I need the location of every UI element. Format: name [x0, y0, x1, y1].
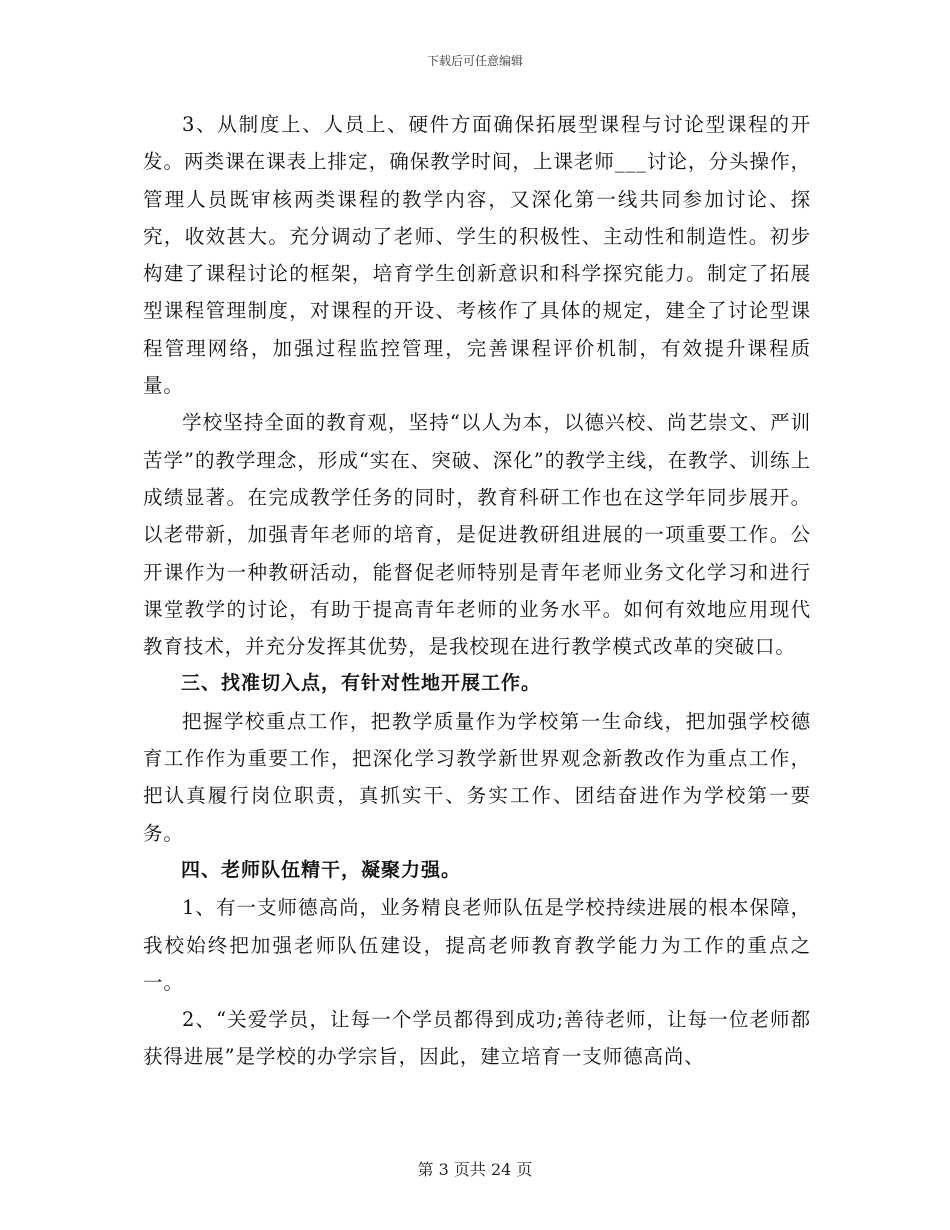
page-header: 下载后可任意编辑: [426, 54, 523, 68]
paragraph-education-view: 学校坚持全面的教育观，坚持“以人为本，以德兴校、尚艺崇文、严训苦学”的教学理念，形成“实在、突破、深化”的教学主线，在教学、训练上成绩显著。在完成教学任务的同时，教育科研工作也在这学年同步展开。以老带新，加强青年老师的培育，是促进教研组进展的一项重要工作。公开课作为一种教研活动，能督促老师特别是青年老师业务文化学习和进行课堂教学的讨论，有助于提高青年老师的业务水平。如何有效地应用现代教育技术，并充分发挥其优势，是我校现在进行教学模式改革的突破口。: [143, 411, 811, 659]
paragraph-key-work: 把握学校重点工作，把教学质量作为学校第一生命线，把加强学校德育工作作为重要工作，把深化学习教学新世界观念新教改作为重点工作，把认真履行岗位职责，真抓实干、务实工作、团结奋进作为学校第一要务。: [143, 709, 811, 845]
page-number: 第 3 页共 24 页: [417, 1160, 533, 1179]
paragraph-teacher-team: 1、有一支师德高尚，业务精良老师队伍是学校持续进展的根本保障，我校始终把加强老师队伍建设，提高老师教育教学能力为工作的重点之一。: [143, 896, 811, 994]
paragraph-school-motto: 2、“关爱学员，让每一个学员都得到成功;善待老师，让每一位老师都获得进展”是学校的办学宗旨，因此，建立培育一支师德高尚、: [143, 1008, 811, 1069]
section-heading-3: 三、找准切入点，有针对性地开展工作。: [181, 672, 542, 695]
document-body: [143, 106, 811, 1076]
section-heading-4: 四、老师队伍精干，凝聚力强。: [181, 858, 462, 881]
paragraph-course-development: 3、从制度上、人员上、硬件方面确保拓展型课程与讨论型课程的开发。两类课在课表上排定，确保教学时间，上课老师___讨论，分头操作，管理人员既审核两类课程的教学内容，又深化第一线共同参加讨论、探究，收效甚大。充分调动了老师、学生的积极性、主动性和制造性。初步构建了课程讨论的框架，培育学生创新意识和科学探究能力。制定了拓展型课程管理制度，对课程的开设、考核作了具体的规定，建全了讨论型课程管理网络，加强过程监控管理，完善课程评价机制，有效提升课程质量。: [143, 113, 811, 398]
